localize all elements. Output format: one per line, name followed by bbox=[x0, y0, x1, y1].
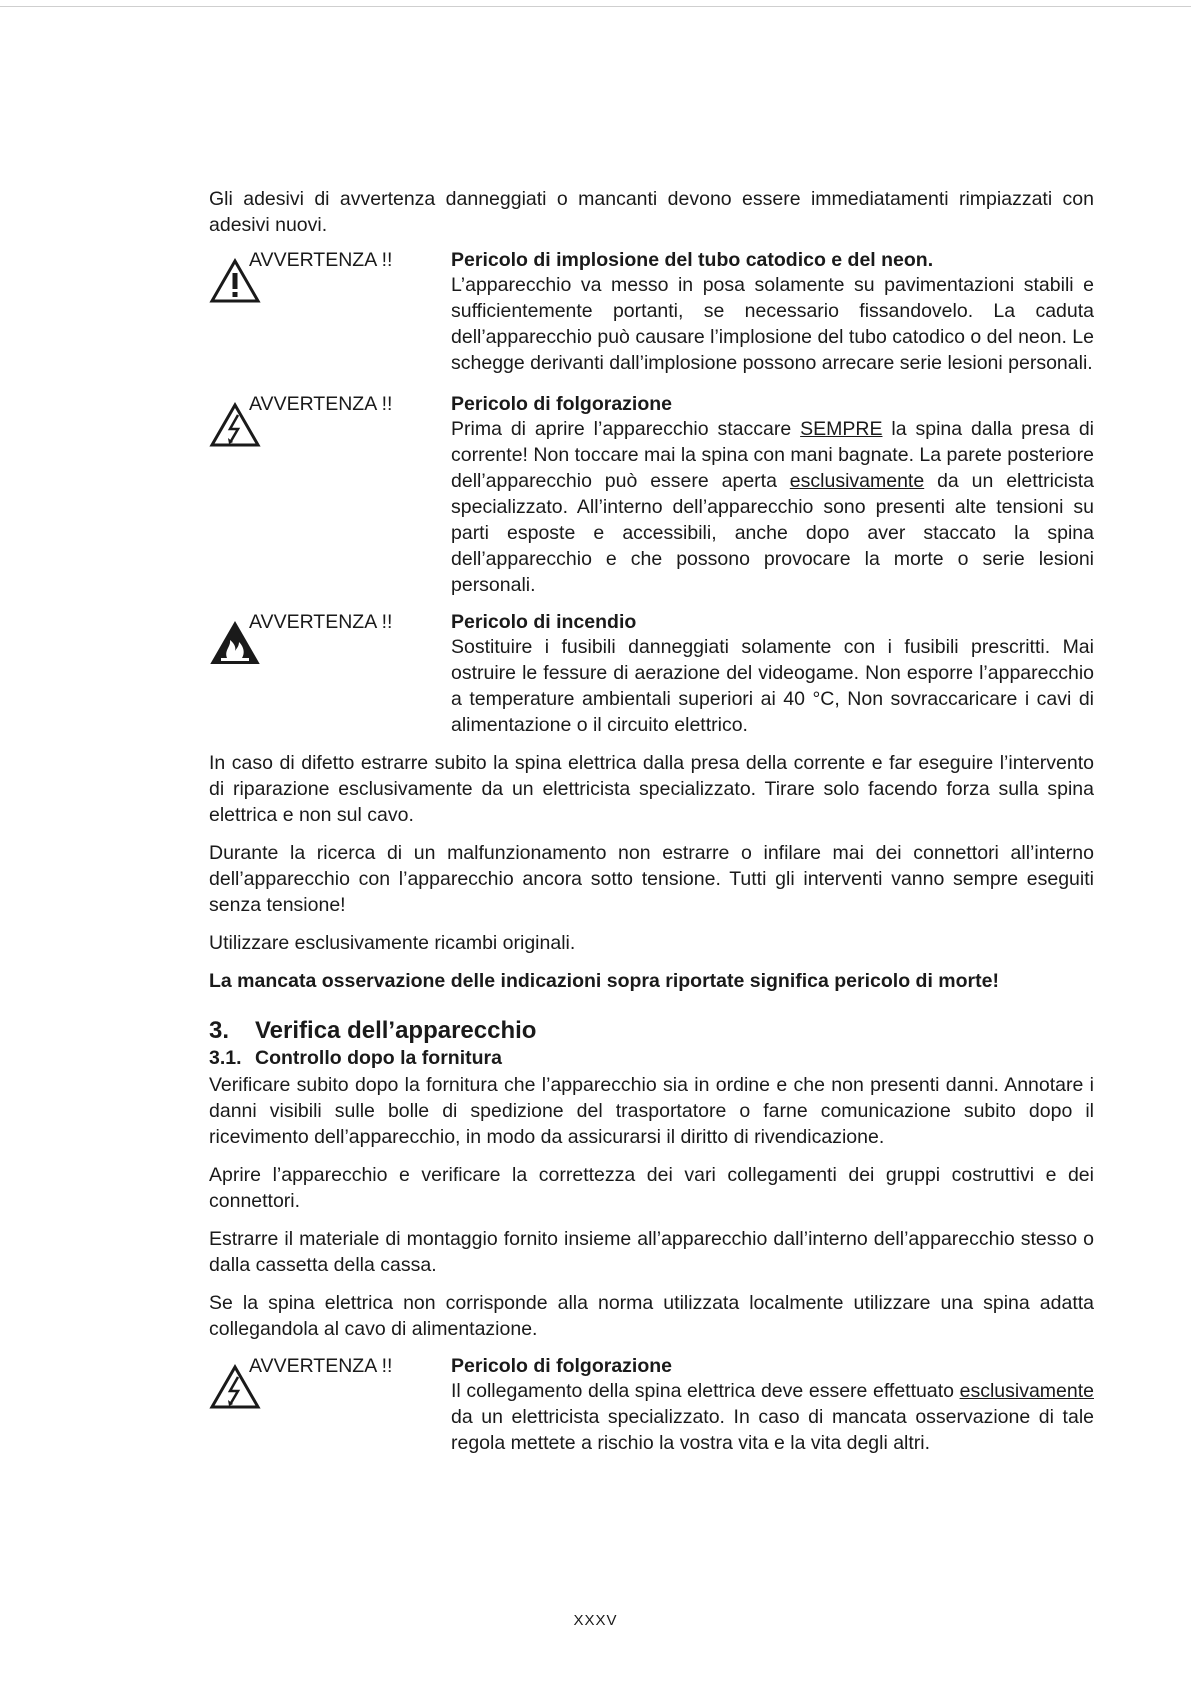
warning-title: Pericolo di incendio bbox=[451, 611, 637, 633]
emphasis-esclusivamente: esclusivamente bbox=[959, 1380, 1094, 1402]
warning-label: AVVERTENZA !! bbox=[249, 393, 393, 415]
warning-title: Pericolo di folgorazione bbox=[451, 1355, 673, 1377]
paragraph: Durante la ricerca di un malfunzionamento non estrarre o infilare mai dei connettori all’interno dell’apparecchio con l’apparecchio ancora sotto tensione. Tutti gli interventi vanno sempre eseguiti senza tensione! bbox=[209, 842, 1094, 916]
paragraph: Verificare subito dopo la fornitura che l’apparecchio sia in ordine e che non presenti danni. Annotare i danni visibili sulle bolle di spedizione del trasportatore o farne comunicazione subito dopo il ricevimento dell’apparecchio, in modo da assicurarsi il diritto di rivendicazione. bbox=[209, 1074, 1094, 1148]
document-page bbox=[209, 186, 1094, 1468]
warning-electrocution bbox=[209, 392, 1094, 598]
warning-title: Pericolo di folgorazione bbox=[451, 393, 673, 415]
emphasis-sempre: SEMPRE bbox=[800, 418, 883, 440]
scan-top-edge bbox=[0, 6, 1191, 7]
warning-title: Pericolo di implosione del tubo catodico e del neon. bbox=[451, 249, 934, 271]
warning-electrocution-plug bbox=[209, 1354, 1094, 1456]
paragraph: Utilizzare esclusivamente ricambi originali. bbox=[209, 932, 576, 954]
emphasis-esclusivamente: esclusivamente bbox=[789, 470, 925, 492]
warning-body: Il collegamento della spina elettrica deve essere effettuato esclusivamente da un elettricista specializzato. In caso di mancata osservazione di tale regola mettete a rischio la vostra vita e la vita degli altri. bbox=[451, 1380, 1094, 1454]
warning-label: AVVERTENZA !! bbox=[249, 249, 393, 271]
subsection-heading: 3.1. Controllo dopo la fornitura bbox=[209, 1047, 502, 1069]
section-heading: 3. Verifica dell’apparecchio bbox=[209, 1017, 537, 1044]
warning-label: AVVERTENZA !! bbox=[249, 611, 393, 633]
page-number: XXXV bbox=[573, 1612, 618, 1629]
warning-body: Prima di aprire l’apparecchio staccare SEMPRE la spina dalla presa di corrente! Non toccare mai la spina con mani bagnate. La parete posteriore dell’apparecchio può essere aperta esclusivamente da un elettricista specializzato. All’interno dell’apparecchio sono presenti alte tensioni su parti esposte e accessibili, anche dopo aver staccato la spina dell’apparecchio e che possono provocare la morte o serie lesioni personali. bbox=[451, 418, 1094, 596]
warning-label: AVVERTENZA !! bbox=[249, 1355, 393, 1377]
paragraph: Estrarre il materiale di montaggio fornito insieme all’apparecchio dall’interno dell’apparecchio stesso o dalla cassetta della cassa. bbox=[209, 1228, 1094, 1276]
warning-body: Sostituire i fusibili danneggiati solamente con i fusibili prescritti. Mai ostruire le fessure di aerazione del videogame. Non esporre l’apparecchio a temperature ambientali superiori ai 40 °C, Non sovraccaricare i cavi di alimentazione o il circuito elettrico. bbox=[451, 636, 1094, 736]
warning-implosion bbox=[209, 248, 1094, 380]
bold-warning: La mancata osservazione delle indicazioni sopra riportate significa pericolo di morte! bbox=[209, 970, 999, 992]
intro-paragraph: Gli adesivi di avvertenza danneggiati o mancanti devono essere immediatamenti rimpiazzati con adesivi nuovi. bbox=[209, 188, 1094, 236]
warning-fire bbox=[209, 610, 1094, 738]
paragraph: In caso di difetto estrarre subito la spina elettrica dalla presa della corrente e far eseguire l’intervento di riparazione esclusivamente da un elettricista specializzato. Tirare solo facendo forza sulla spina elettrica e non sul cavo. bbox=[209, 752, 1094, 826]
paragraph: Aprire l’apparecchio e verificare la correttezza dei vari collegamenti dei gruppi costruttivi e dei connettori. bbox=[209, 1164, 1094, 1212]
paragraph: Se la spina elettrica non corrisponde alla norma utilizzata localmente utilizzare una spina adatta collegandola al cavo di alimentazione. bbox=[209, 1292, 1094, 1340]
warning-body: L’apparecchio va messo in posa solamente su pavimentazioni stabili e sufficientemente portanti, se necessario fissandovelo. La caduta dell’apparecchio può causare l’implosione del tubo catodico o del neon. Le schegge derivanti dall’implosione possono arrecare serie lesioni personali. bbox=[451, 274, 1094, 374]
